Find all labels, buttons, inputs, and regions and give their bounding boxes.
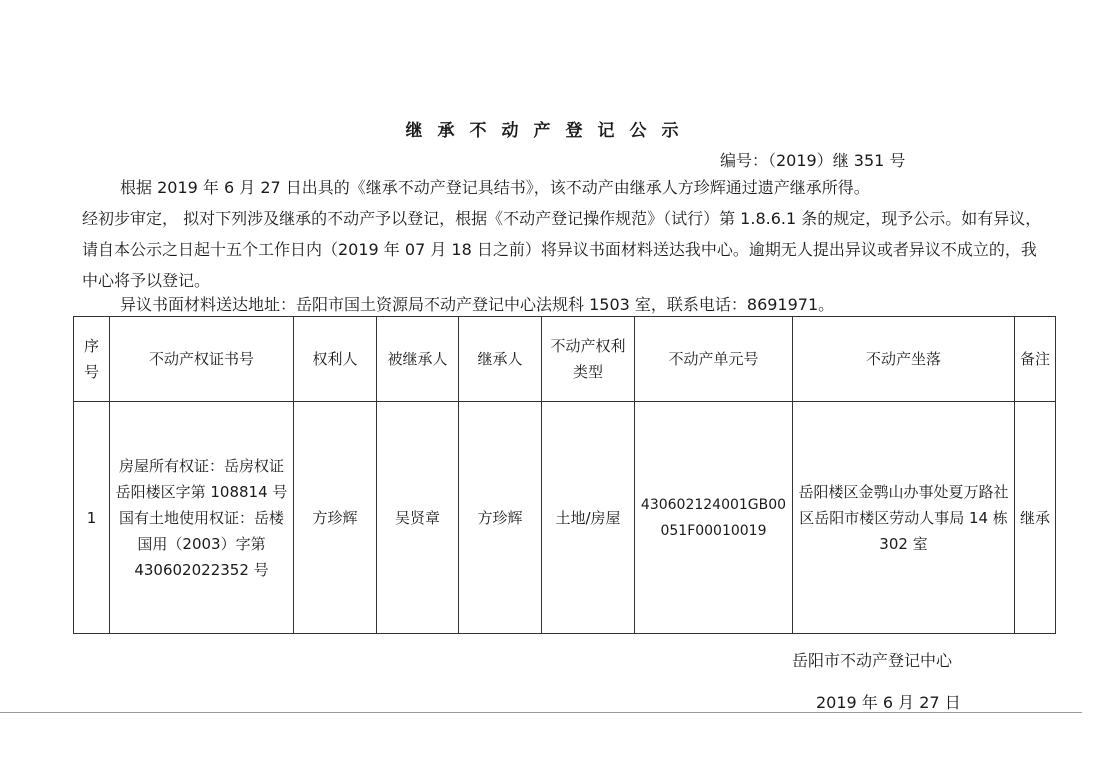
cell-remark: 继承 <box>1015 402 1056 634</box>
table-header-row <box>74 317 1056 402</box>
header-cert-no: 不动产权证书号 <box>110 317 294 402</box>
cell-cert-no: 房屋所有权证：岳房权证岳阳楼区字第 108814 号国有土地使用权证：岳楼国用（2003）字第 430602022352 号 <box>110 402 294 634</box>
header-seq: 序号 <box>74 317 110 402</box>
cell-decedent: 吴贤章 <box>377 402 459 634</box>
paragraph-review-notice: 经初步审定， 拟对下列涉及继承的不动产予以登记，根据《不动产登记操作规范》（试行）第 1.8.6.1 条的规定，现予公示。如有异议，请自本公示之日起十五个工作日内（2019 年 07 月 18 日之前）将异议书面材料送达我中心。逾期无人提出异议或者异议不成立的，我中心将予以登记。 <box>82 209 1042 290</box>
scan-edge-line <box>0 712 1082 713</box>
header-right-type: 不动产权利类型 <box>542 317 635 402</box>
table-row <box>74 402 1056 634</box>
paragraph-objection-address: 异议书面材料送达地址：岳阳市国土资源局不动产登记中心法规科 1503 室，联系电话：8691971。 <box>120 295 835 314</box>
cell-seq: 1 <box>74 402 110 634</box>
issue-date: 2019 年 6 月 27 日 <box>816 693 961 712</box>
cell-location: 岳阳楼区金鹗山办事处夏万路社区岳阳市楼区劳动人事局 14 栋 302 室 <box>793 402 1015 634</box>
header-owner: 权利人 <box>294 317 377 402</box>
cell-right-type: 土地/房屋 <box>542 402 635 634</box>
paragraph-inheritance-basis: 根据 2019 年 6 月 27 日出具的《继承不动产登记具结书》，该不动产由继承人方珍辉通过遗产继承所得。 <box>120 178 870 197</box>
page-title: 继承不动产登记公示 <box>405 121 694 141</box>
cell-heir: 方珍辉 <box>459 402 542 634</box>
header-unit-no: 不动产单元号 <box>635 317 793 402</box>
document-number: 编号：（2019）继 351 号 <box>720 151 906 170</box>
cell-unit-no: 430602124001GB00051F00010019 <box>635 402 793 634</box>
header-heir: 继承人 <box>459 317 542 402</box>
header-location: 不动产坐落 <box>793 317 1015 402</box>
cell-owner: 方珍辉 <box>294 402 377 634</box>
header-remark: 备注 <box>1015 317 1056 402</box>
registration-table <box>73 316 1056 634</box>
header-decedent: 被继承人 <box>377 317 459 402</box>
issuing-organization: 岳阳市不动产登记中心 <box>792 651 953 670</box>
